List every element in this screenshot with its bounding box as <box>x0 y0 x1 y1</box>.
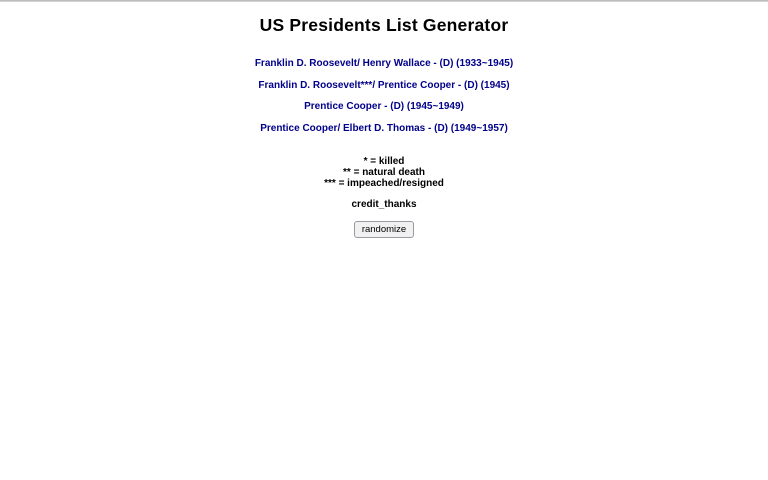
president-entry: Franklin D. Roosevelt/ Henry Wallace - (D) (1933~1945) <box>254 58 514 69</box>
page <box>0 15 768 238</box>
president-entry: Prentice Cooper/ Elbert D. Thomas - (D) (1949~1957) <box>260 122 508 134</box>
asterisk-legend <box>0 156 768 189</box>
legend-line-killed: * = killed <box>363 155 405 167</box>
window-top-edge <box>0 0 768 2</box>
president-entry: Franklin D. Roosevelt***/ Prentice Cooper - (D) (1945) <box>258 79 510 91</box>
button-row <box>0 219 768 238</box>
legend-line-natural-death: ** = natural death <box>343 166 425 178</box>
page-title: US Presidents List Generator <box>259 15 509 35</box>
president-entry: Prentice Cooper - (D) (1945~1949) <box>304 101 464 112</box>
legend-line-impeached-resigned: *** = impeached/resigned <box>324 177 444 189</box>
president-list <box>0 58 768 134</box>
randomize-button[interactable]: randomize <box>354 221 414 238</box>
credit-thanks-text: credit_thanks <box>351 198 417 210</box>
